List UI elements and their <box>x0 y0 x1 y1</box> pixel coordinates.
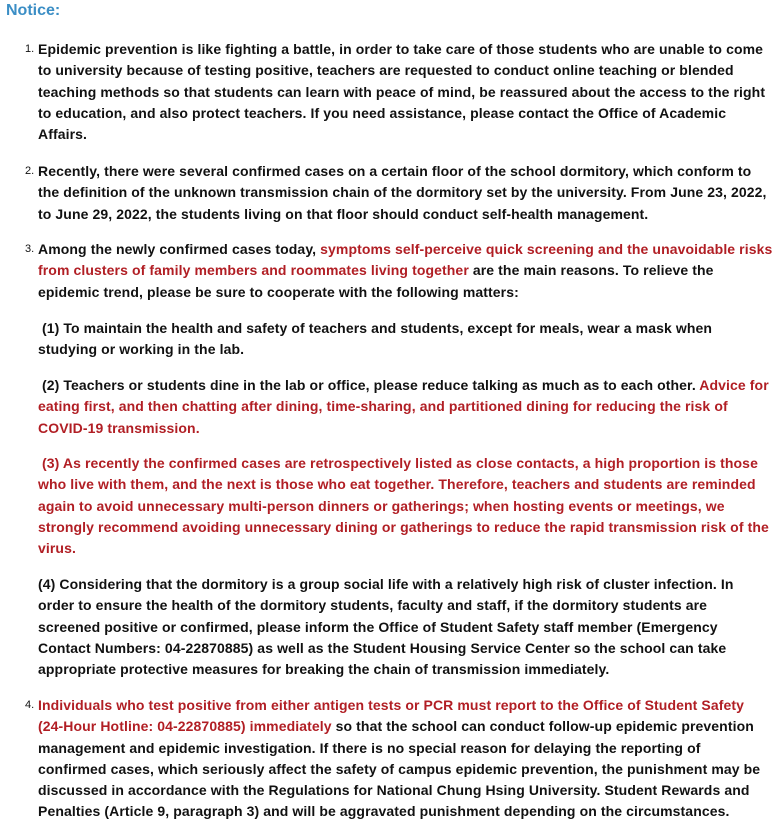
item-number-3: 3. <box>25 243 35 255</box>
subitem-1-text: (1) To maintain the health and safety of teachers and students, except for meals, wear a mask when studying or working in the lab. <box>38 320 713 358</box>
subitem-2 <box>38 375 773 439</box>
subitem-4 <box>38 574 773 680</box>
item-3-text-before: Among the newly confirmed cases today, <box>38 241 321 257</box>
subitem-3 <box>38 453 773 559</box>
subitem-2-highlight: Advice for eating first, and then chatting after dining, time-sharing, and partitioned dining for reducing the risk of COVID-19 transmission. <box>38 377 769 436</box>
item-number-2: 2. <box>25 165 35 177</box>
item-number-4: 4. <box>25 699 35 711</box>
item-4-text-after: so that the school can conduct follow-up epidemic prevention management and epidemic investigation. If there is no special reason for delaying the reporting of confirmed cases, which seriously affect the safety of campus epidemic prevention, the punishment may be discussed in accordance with the Regulations for National Chung Hsing University. Student Rewards and Penalties (Article 9, paragraph 3) and will be aggravated punishment depending on the circumstances. <box>38 718 761 820</box>
item-2-text: Recently, there were several confirmed cases on a certain floor of the school dormitory, which conform to the definition of the unknown transmission chain of the dormitory set by the university. From June 23, 2022, to June 29, 2022, the students living on that floor should conduct self-health management. <box>38 163 767 222</box>
subitem-2-text: (2) Teachers or students dine in the lab or office, please reduce talking as much as to each other. <box>42 377 700 393</box>
notice-title: Notice: <box>6 2 61 19</box>
item-number-1: 1. <box>25 43 35 55</box>
item-4-text <box>38 695 773 823</box>
subitem-3-highlight: (3) As recently the confirmed cases are retrospectively listed as close contacts, a high proportion is those who live with them, and the next is those who eat together. Therefore, teachers and students are reminded again to avoid unnecessary multi-person dinners or gatherings; when hosting events or meetings, we strongly recommend avoiding unnecessary dining or gatherings to reduce the rapid transmission risk of the virus. <box>38 455 769 557</box>
item-4-highlight: Individuals who test positive from either antigen tests or PCR must report to the Office of Student Safety (24-Hour Hotline: 04-22870885) immediately <box>38 697 745 735</box>
subitem-4-text: (4) Considering that the dormitory is a group social life with a relatively high risk of cluster infection. In order to ensure the health of the dormitory students, faculty and staff, if the dormitory students are screened positive or confirmed, please inform the Office of Student Safety staff member (Emergency Contact Numbers: 04-22870885) as well as the Student Housing Service Center so the school can take appropriate protective measures for breaking the chain of transmission immediately. <box>38 576 734 678</box>
subitem-1 <box>38 318 773 361</box>
item-3-text <box>38 239 773 303</box>
item-3-text-after: are the main reasons. To relieve the epidemic trend, please be sure to cooperate with the following matters: <box>38 262 714 300</box>
item-1-text: Epidemic prevention is like fighting a battle, in order to take care of those students who are unable to come to university because of testing positive, teachers are requested to conduct online teaching or blended teaching methods so that students can learn with peace of mind, be reassured about the access to the right to education, and also protect teachers. If you need assistance, please contact the Office of Academic Affairs. <box>38 41 766 143</box>
item-3-highlight: symptoms self-perceive quick screening and the unavoidable risks from clusters of family members and roommates living together <box>38 241 773 279</box>
